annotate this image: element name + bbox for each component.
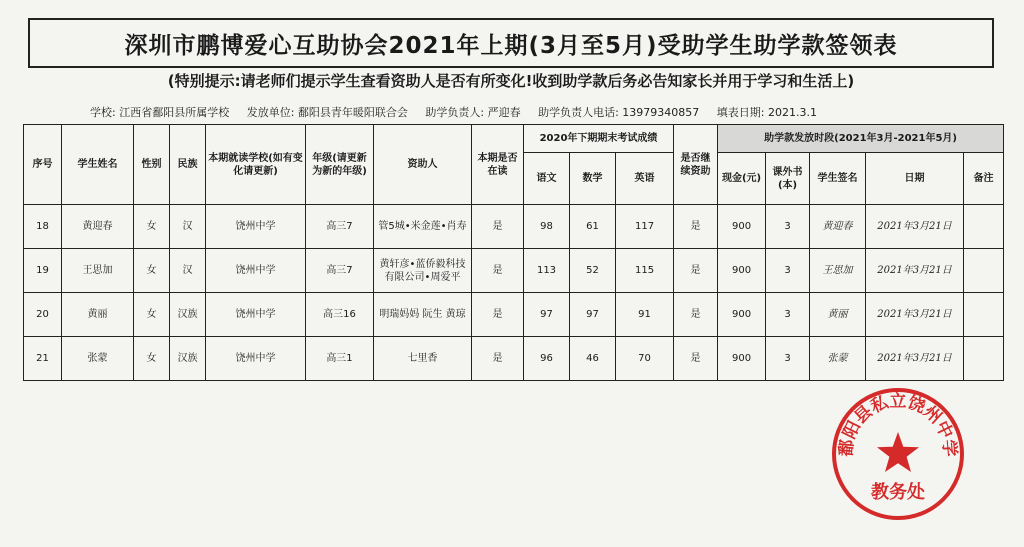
header-english: 英语 <box>616 153 674 205</box>
cell-sponsor: 明瑞妈妈 阮生 黄琼 <box>374 293 472 337</box>
header-remark: 备注 <box>964 153 1004 205</box>
cell-math: 97 <box>570 293 616 337</box>
cell-english: 115 <box>616 249 674 293</box>
cell-school: 饶州中学 <box>206 249 306 293</box>
cell-cash: 900 <box>718 337 766 381</box>
info-fill-date: 填表日期: 2021.3.1 <box>716 106 817 119</box>
cell-grade: 高三16 <box>306 293 374 337</box>
cell-chinese: 97 <box>524 293 570 337</box>
cell-date: 2021年3月21日 <box>866 249 964 293</box>
header-cash: 现金(元) <box>718 153 766 205</box>
header-no: 序号 <box>24 125 62 205</box>
sign-table <box>23 124 1004 381</box>
cell-signature: 王思加 <box>810 249 866 293</box>
table-row <box>24 337 1004 381</box>
cell-cash: 900 <box>718 249 766 293</box>
cell-chinese: 98 <box>524 205 570 249</box>
cell-math: 46 <box>570 337 616 381</box>
school-seal <box>828 384 968 524</box>
seal-star-icon <box>877 432 919 472</box>
page-title: 深圳市鹏博爱心互助协会2021年上期(3月至5月)受助学生助学款签领表 <box>28 18 994 68</box>
cell-no: 20 <box>24 293 62 337</box>
cell-ethnic: 汉 <box>170 205 206 249</box>
cell-ethnic: 汉 <box>170 249 206 293</box>
cell-enrolled: 是 <box>472 205 524 249</box>
cell-no: 21 <box>24 337 62 381</box>
cell-math: 52 <box>570 249 616 293</box>
cell-grade: 高三7 <box>306 205 374 249</box>
header-chinese: 语文 <box>524 153 570 205</box>
cell-books: 3 <box>766 205 810 249</box>
info-line <box>90 104 831 120</box>
seal-bottom-text: 教务处 <box>871 482 925 503</box>
header-math: 数学 <box>570 153 616 205</box>
cell-sponsor: 管5城•米金莲•肖寿 <box>374 205 472 249</box>
cell-gender: 女 <box>134 249 170 293</box>
cell-chinese: 113 <box>524 249 570 293</box>
cell-sponsor: 黄轩彦•蓝侨毅科技有限公司•周爱平 <box>374 249 472 293</box>
info-school: 学校: 江西省鄱阳县所属学校 <box>90 106 230 119</box>
cell-ethnic: 汉族 <box>170 293 206 337</box>
cell-date: 2021年3月21日 <box>866 293 964 337</box>
header-scores: 2020年下期期末考试成绩 <box>524 125 674 153</box>
cell-remark <box>964 293 1004 337</box>
cell-signature: 张蒙 <box>810 337 866 381</box>
cell-remark <box>964 249 1004 293</box>
cell-continue: 是 <box>674 249 718 293</box>
cell-cash: 900 <box>718 205 766 249</box>
cell-chinese: 96 <box>524 337 570 381</box>
cell-date: 2021年3月21日 <box>866 337 964 381</box>
cell-books: 3 <box>766 293 810 337</box>
cell-school: 饶州中学 <box>206 337 306 381</box>
cell-continue: 是 <box>674 293 718 337</box>
cell-no: 18 <box>24 205 62 249</box>
cell-books: 3 <box>766 249 810 293</box>
cell-enrolled: 是 <box>472 249 524 293</box>
cell-enrolled: 是 <box>472 293 524 337</box>
cell-name: 张蒙 <box>62 337 134 381</box>
cell-gender: 女 <box>134 337 170 381</box>
header-payment: 助学款发放时段(2021年3月-2021年5月) <box>718 125 1004 153</box>
header-gender: 性别 <box>134 125 170 205</box>
cell-grade: 高三7 <box>306 249 374 293</box>
header-signature: 学生签名 <box>810 153 866 205</box>
cell-enrolled: 是 <box>472 337 524 381</box>
cell-remark <box>964 205 1004 249</box>
header-books: 课外书(本) <box>766 153 810 205</box>
cell-books: 3 <box>766 337 810 381</box>
cell-sponsor: 七里香 <box>374 337 472 381</box>
header-continue: 是否继续资助 <box>674 125 718 205</box>
cell-english: 117 <box>616 205 674 249</box>
cell-english: 70 <box>616 337 674 381</box>
header-ethnic: 民族 <box>170 125 206 205</box>
header-school: 本期就读学校(如有变化请更新) <box>206 125 306 205</box>
cell-remark <box>964 337 1004 381</box>
cell-name: 王思加 <box>62 249 134 293</box>
header-name: 学生姓名 <box>62 125 134 205</box>
special-notice: (特别提示:请老师们提示学生查看资助人是否有所变化!收到助学款后务必告知家长并用于学习和生活上) <box>167 72 855 90</box>
cell-ethnic: 汉族 <box>170 337 206 381</box>
header-grade: 年级(请更新为新的年级) <box>306 125 374 205</box>
cell-gender: 女 <box>134 205 170 249</box>
seal-arc-textpath: 鄱阳县私立饶州中学 <box>836 391 960 458</box>
cell-cash: 900 <box>718 293 766 337</box>
cell-date: 2021年3月21日 <box>866 205 964 249</box>
info-issuer: 发放单位: 鄱阳县青年暖阳联合会 <box>246 106 408 119</box>
table-row <box>24 249 1004 293</box>
cell-math: 61 <box>570 205 616 249</box>
cell-school: 饶州中学 <box>206 293 306 337</box>
cell-signature: 黄丽 <box>810 293 866 337</box>
cell-english: 91 <box>616 293 674 337</box>
header-enrolled: 本期是否在读 <box>472 125 524 205</box>
cell-grade: 高三1 <box>306 337 374 381</box>
cell-gender: 女 <box>134 293 170 337</box>
cell-school: 饶州中学 <box>206 205 306 249</box>
table-row <box>24 293 1004 337</box>
info-manager: 助学负责人: 严迎春 <box>425 106 521 119</box>
table-row <box>24 205 1004 249</box>
cell-name: 黄迎春 <box>62 205 134 249</box>
cell-no: 19 <box>24 249 62 293</box>
info-phone: 助学负责人电话: 13979340857 <box>538 106 700 119</box>
cell-continue: 是 <box>674 205 718 249</box>
cell-signature: 黄迎春 <box>810 205 866 249</box>
cell-continue: 是 <box>674 337 718 381</box>
header-sponsor: 资助人 <box>374 125 472 205</box>
cell-name: 黄丽 <box>62 293 134 337</box>
header-date: 日期 <box>866 153 964 205</box>
